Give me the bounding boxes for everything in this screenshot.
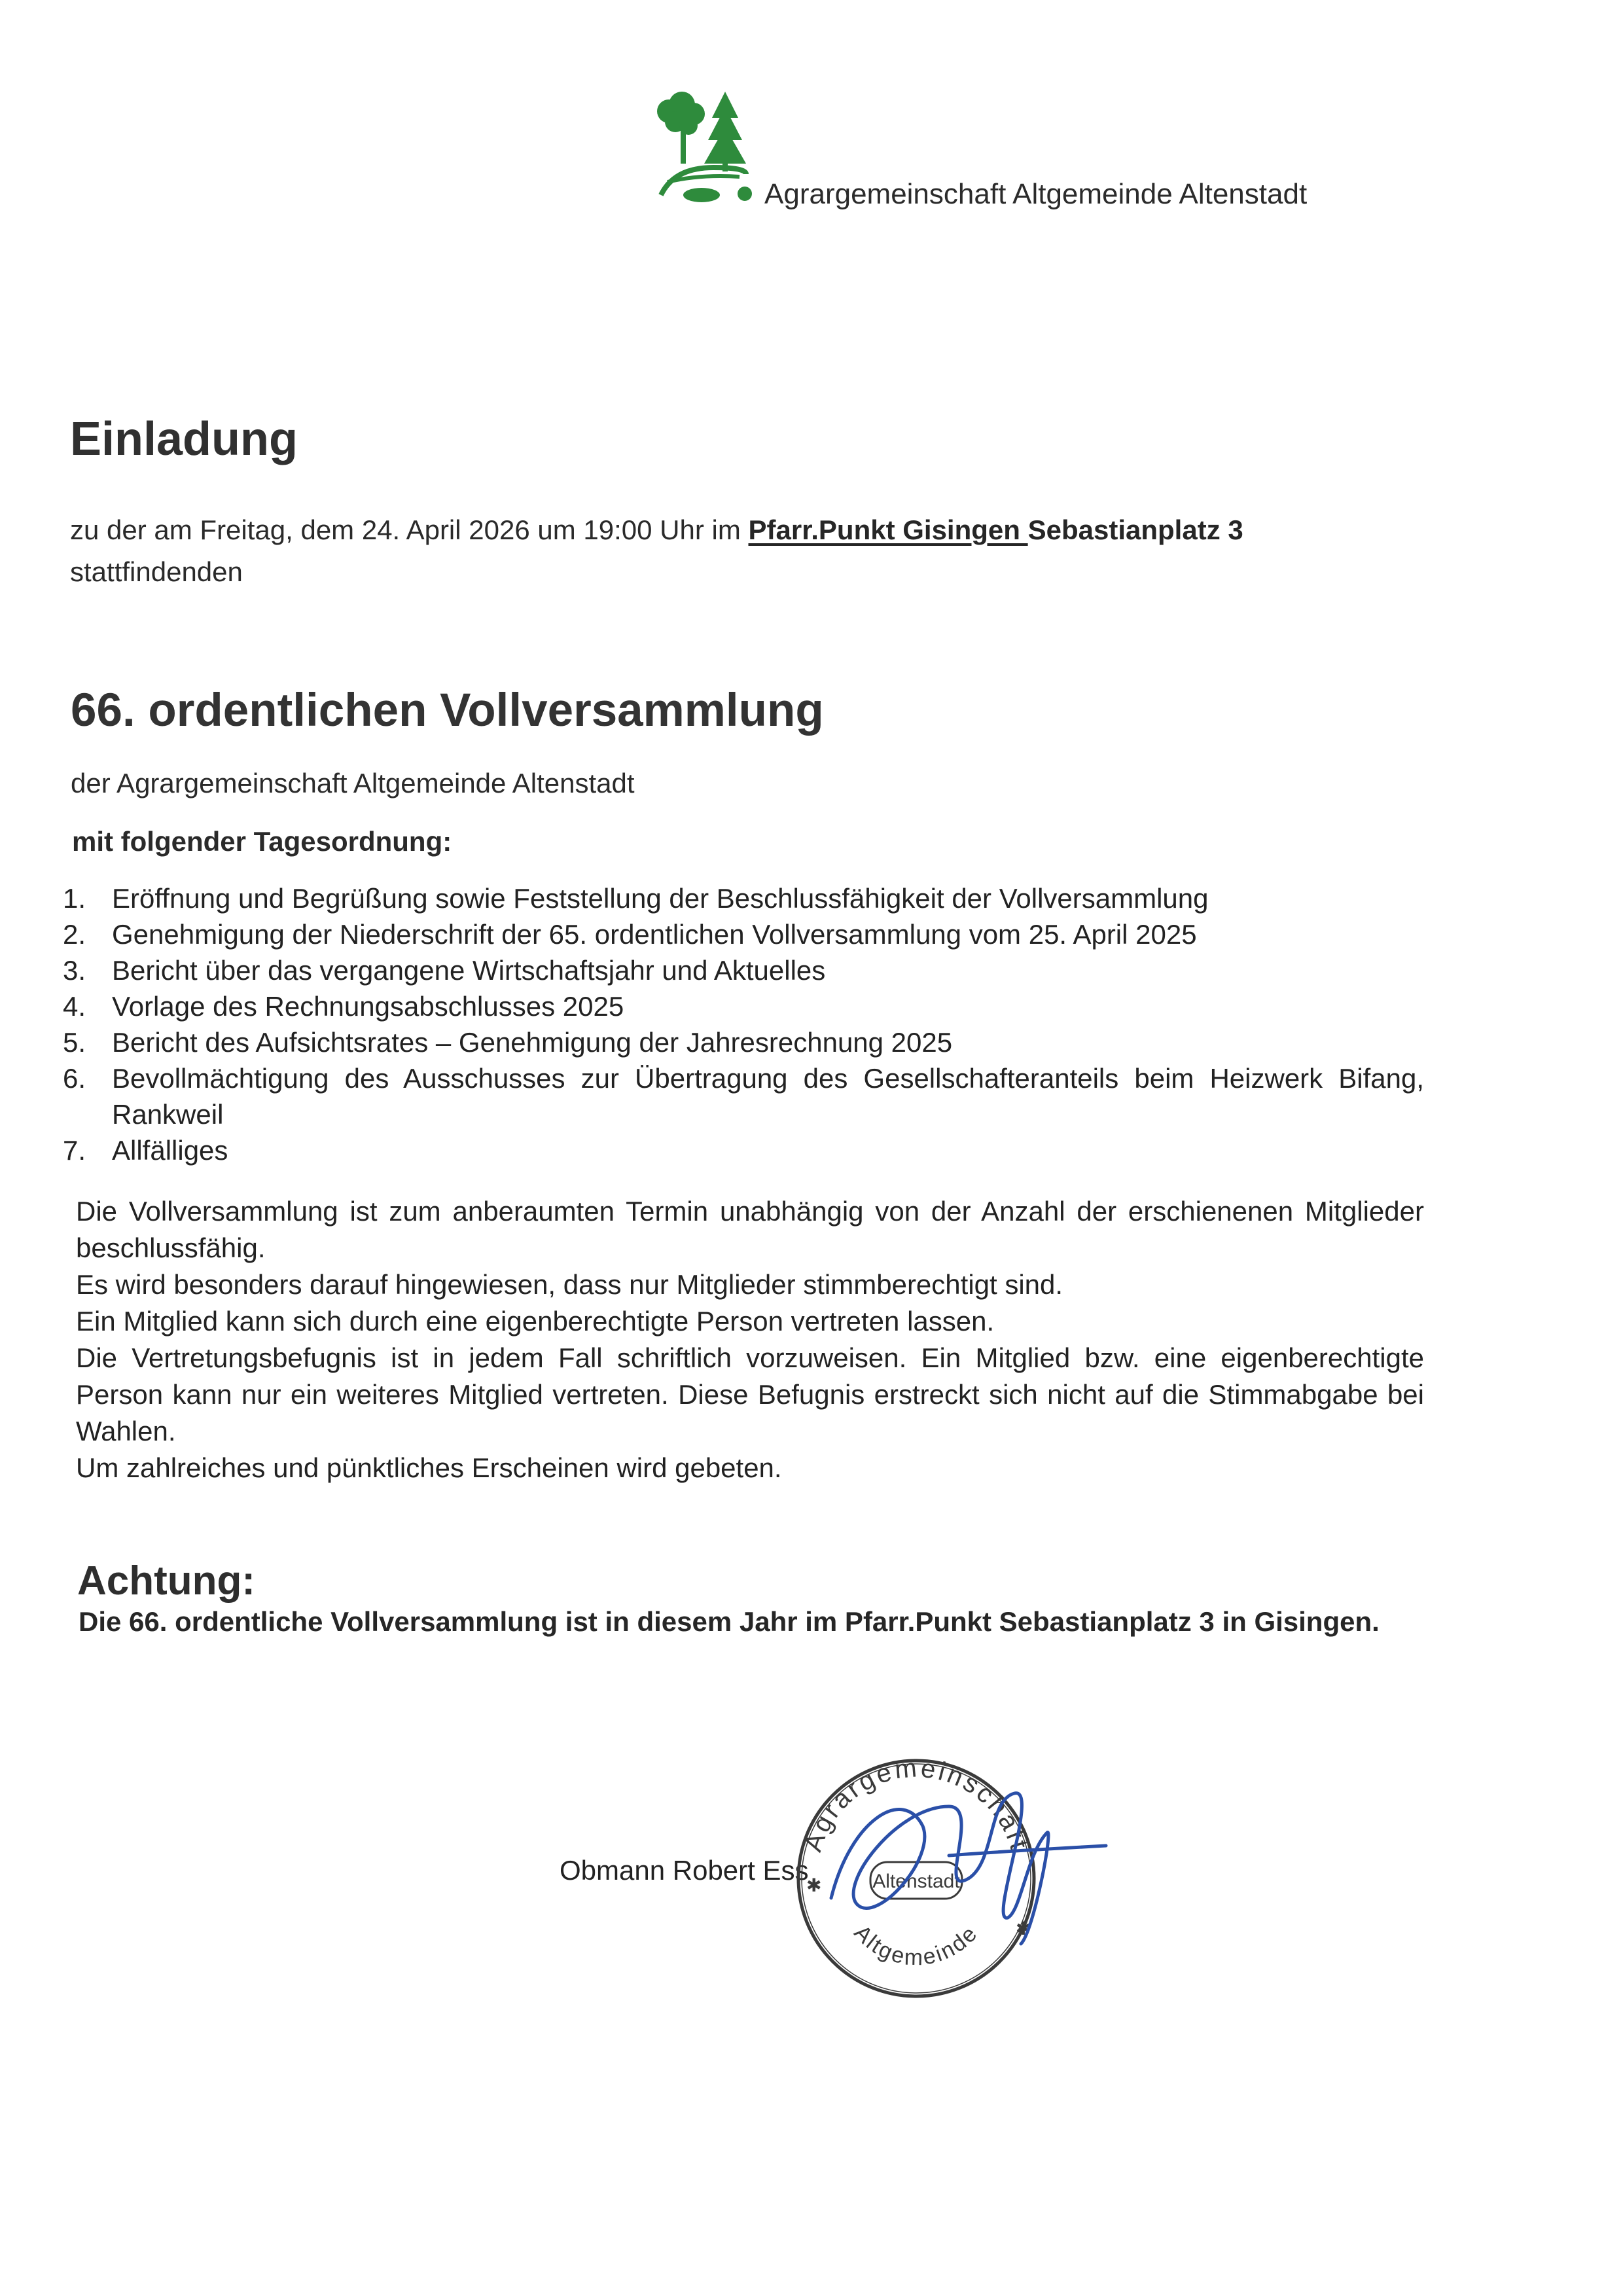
note-paragraph: Um zahlreiches und pünktliches Erscheinen wird gebeten. [76, 1452, 782, 1483]
agenda-item-text: Bevollmächtigung des Ausschusses zur Übertragung des Gesellschafteranteils beim Heizwerk Bifang, Rankweil [112, 1063, 1424, 1130]
agenda-item-number: 4. [63, 991, 86, 1022]
agenda-item [63, 988, 1424, 1024]
stamp-seal-icon [772, 1728, 1113, 2003]
agenda-item-number: 1. [63, 883, 86, 914]
note-paragraph: Es wird besonders darauf hingewiesen, dass nur Mitglieder stimmberechtigt sind. [76, 1269, 1063, 1300]
agenda-item [63, 1060, 1424, 1132]
notes-block [76, 1193, 1424, 1486]
achtung-text: Die 66. ordentliche Vollversammlung ist in diesem Jahr im Pfarr.Punkt Sebastianplatz 3 in Gisingen. [79, 1606, 1380, 1637]
agenda-item-text: Genehmigung der Niederschrift der 65. ordentlichen Vollversammlung vom 25. April 2025 [112, 919, 1197, 950]
agenda-item-text: Bericht über das vergangene Wirtschaftsjahr und Aktuelles [112, 955, 826, 986]
agenda-item-text: Bericht des Aufsichtsrates – Genehmigung der Jahresrechnung 2025 [112, 1027, 953, 1058]
intro-paragraph [70, 509, 1379, 593]
agenda-item-number: 3. [63, 955, 86, 986]
meeting-title: 66. ordentlichen Vollversammlung [71, 685, 824, 736]
note-paragraph: Ein Mitglied kann sich durch eine eigenberechtigte Person vertreten lassen. [76, 1306, 995, 1336]
signer-name: Obmann Robert Ess [560, 1855, 809, 1886]
intro-prefix: zu der am Freitag, dem 24. April 2026 um 19:00 Uhr im [70, 514, 749, 545]
meeting-organization: der Agrargemeinschaft Altgemeinde Altenstadt [71, 768, 635, 798]
organization-name: Agrargemeinschaft Altgemeinde Altenstadt [764, 178, 1308, 210]
agenda-heading: mit folgender Tagesordnung: [72, 826, 452, 857]
agenda-item [63, 880, 1424, 916]
svg-text:✱: ✱ [1016, 1918, 1031, 1939]
achtung-heading: Achtung: [77, 1558, 256, 1604]
agenda-item-number: 5. [63, 1027, 86, 1058]
intro-suffix: stattfindenden [70, 556, 243, 587]
agenda-item-text: Allfälliges [112, 1135, 228, 1166]
location-link[interactable]: Pfarr.Punkt Gisingen [748, 514, 1028, 545]
note-paragraph: Die Vollversammlung ist zum anberaumten Termin unabhängig von der Anzahl der erschienenen Mitglieder beschlussfähig. [76, 1196, 1424, 1263]
agenda-item [63, 952, 1424, 988]
stamp-top-text: Agrargemeinschaft [798, 1753, 1035, 1856]
agenda-item-text: Vorlage des Rechnungsabschlusses 2025 [112, 991, 624, 1022]
agenda-item-number: 7. [63, 1135, 86, 1166]
note-paragraph: Die Vertretungsbefugnis ist in jedem Fall schriftlich vorzuweisen. Ein Mitglied bzw. eine eigenberechtigte Person kann nur ein weiteres Mitglied vertreten. Diese Befugnis erstreckt sich nicht auf die Stimmabgabe bei Wahlen. [76, 1342, 1424, 1446]
agenda-item-text: Eröffnung und Begrüßung sowie Feststellung der Beschlussfähigkeit der Vollversammlung [112, 883, 1209, 914]
tree-landscape-logo-icon [648, 90, 766, 208]
official-stamp [772, 1728, 1113, 2003]
svg-text:✱: ✱ [806, 1874, 822, 1896]
agenda-list [63, 880, 1424, 1168]
location-address: Sebastianplatz 3 [1027, 514, 1243, 545]
stamp-bottom-text: Altgemeinde [849, 1920, 984, 1971]
agenda-item [63, 916, 1424, 952]
document-title: Einladung [70, 413, 298, 465]
agenda-item-number: 6. [63, 1063, 86, 1094]
header-logo [648, 90, 1394, 221]
agenda-item [63, 1024, 1424, 1060]
agenda-item-number: 2. [63, 919, 86, 950]
agenda-item [63, 1132, 1424, 1168]
stamp-center-text: Altenstadt [872, 1871, 960, 1892]
